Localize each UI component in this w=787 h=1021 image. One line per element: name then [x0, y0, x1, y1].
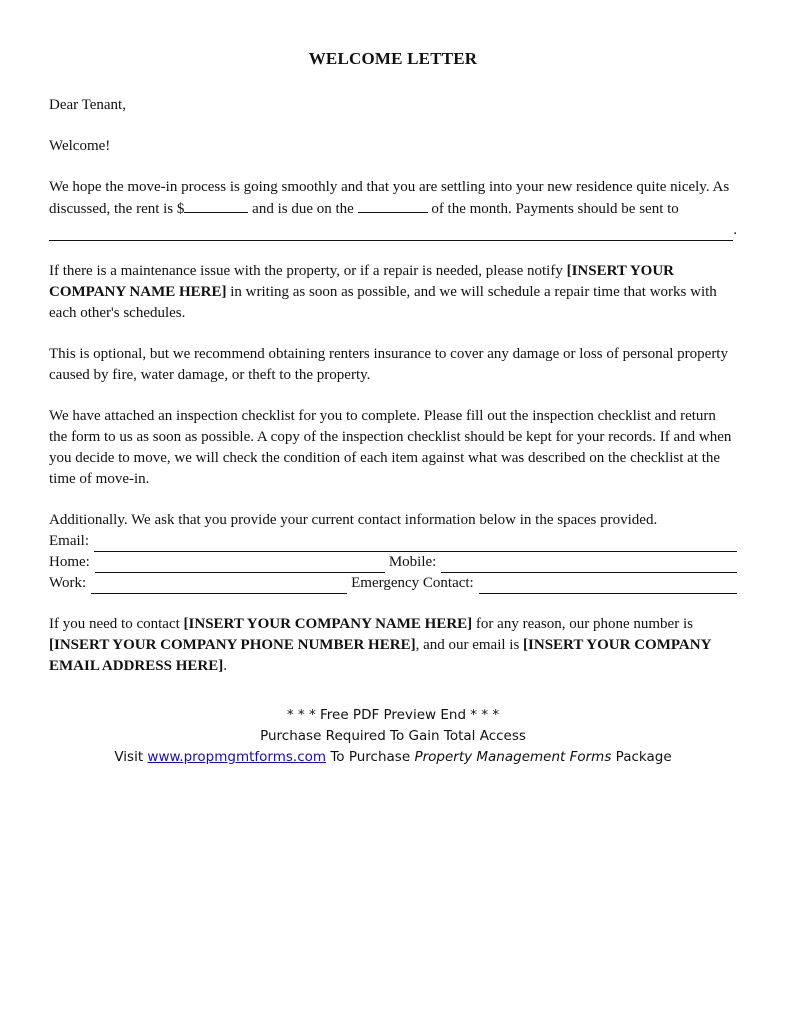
- email-label: Email:: [49, 533, 89, 549]
- contact-section: [49, 510, 737, 594]
- work-label: Work:: [49, 575, 87, 591]
- emergency-contact-field[interactable]: [479, 578, 737, 594]
- inspection-paragraph: We have attached an inspection checklist for you to complete. Please fill out the inspection checklist and return the form to us as soon as possible. A copy of the inspection checklist should be kept for your records. If and when you decide to move, we will check the condition of each item against what was described on the checklist at the time of move-in.: [49, 408, 732, 487]
- company-email-placeholder: [INSERT YOUR COMPANY EMAIL ADDRESS HERE]: [49, 637, 711, 674]
- work-emergency-row: [49, 573, 737, 594]
- package-text: Package: [611, 749, 672, 765]
- contact-text: If you need to contact: [49, 616, 184, 632]
- salutation: Dear Tenant,: [49, 97, 126, 113]
- company-name-placeholder-2: [INSERT YOUR COMPANY NAME HERE]: [183, 616, 473, 632]
- maintenance-paragraph: [49, 261, 737, 324]
- contact-company-paragraph: [49, 614, 737, 677]
- visit-text: Visit: [114, 749, 148, 765]
- payment-address-blank[interactable]: [49, 225, 733, 241]
- mobile-label: Mobile:: [388, 554, 437, 570]
- company-name-placeholder: [INSERT YOUR COMPANY NAME HERE]: [49, 263, 675, 300]
- visit-line: [49, 747, 737, 768]
- due-on-label: and is due on the: [248, 201, 358, 217]
- to-purchase-text: To Purchase: [326, 749, 415, 765]
- page-title: WELCOME LETTER: [308, 49, 478, 68]
- due-day-blank[interactable]: [358, 198, 428, 213]
- emergency-label: Emergency Contact:: [351, 575, 474, 591]
- contact-text-end: .: [223, 658, 227, 674]
- maintenance-text: If there is a maintenance issue with the property, or if a repair is needed, please notify: [49, 263, 567, 279]
- preview-footer: [49, 705, 737, 768]
- insurance-paragraph: This is optional, but we recommend obtaining renters insurance to cover any damage or loss of personal property caused by fire, water damage, or theft to the property.: [49, 346, 728, 383]
- work-phone-field[interactable]: [91, 578, 347, 594]
- product-name: Property Management Forms: [414, 749, 612, 765]
- email-field[interactable]: [94, 536, 737, 552]
- home-label: Home:: [49, 554, 90, 570]
- maintenance-text-end: in writing as soon as possible, and we will schedule a repair time that works with each other's schedules.: [49, 284, 717, 321]
- contact-intro: Additionally. We ask that you provide your current contact information below in the spaces provided.: [49, 512, 658, 528]
- website-link[interactable]: www.propmgmtforms.com: [147, 749, 327, 765]
- home-mobile-row: [49, 552, 737, 573]
- rent-intro-text: We hope the move-in process is going smoothly and that you are settling into your new residence quite nicely.: [49, 179, 710, 195]
- rent-amount-blank[interactable]: [184, 198, 248, 213]
- payment-address-line: [49, 220, 737, 241]
- preview-end-notice: * * * Free PDF Preview End * * *: [286, 707, 500, 723]
- rent-paragraph: [49, 177, 737, 241]
- home-phone-field[interactable]: [95, 557, 385, 573]
- mobile-phone-field[interactable]: [441, 557, 737, 573]
- payment-address-period: .: [733, 222, 737, 238]
- contact-text-3: , and our email is: [415, 637, 524, 653]
- email-row: [49, 531, 737, 552]
- company-phone-placeholder: [INSERT YOUR COMPANY PHONE NUMBER HERE]: [49, 637, 416, 653]
- purchase-notice: Purchase Required To Gain Total Access: [260, 728, 526, 744]
- rent-amount-label: As discussed, the rent is $: [49, 179, 730, 217]
- contact-text-2: for any reason, our phone number is: [472, 616, 693, 632]
- welcome-line: Welcome!: [49, 138, 111, 154]
- payments-label: of the month. Payments should be sent to: [427, 201, 679, 217]
